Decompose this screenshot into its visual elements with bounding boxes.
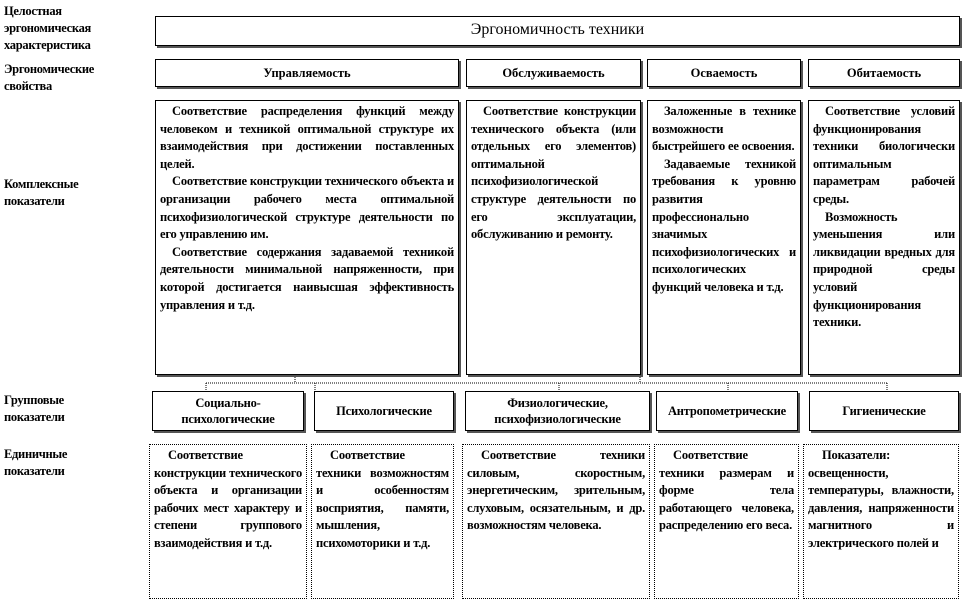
complex-controllability [155, 100, 459, 375]
complex-controllability-text [160, 103, 454, 314]
label-complex: Комплексные показатели [4, 177, 79, 208]
single-anthropometric [654, 444, 799, 599]
property-habitability: Обитаемость [808, 59, 960, 87]
complex-habitability-text [813, 103, 955, 332]
complex-paragraph: Соответствие распределения функций между человеком и техникой оптимальной структуре их взаимодействия при достижении поставленных целей. [160, 104, 454, 171]
property-serviceability: Обслуживаемость [466, 59, 641, 87]
complex-habitability [808, 100, 960, 375]
single-psychological-text: Соответствие техники возможностям и особенностям восприятия, памяти, мышления, психомоторики и т.д. [316, 448, 449, 550]
complex-paragraph: Соответствие конструкции технического объекта (или отдельных его элементов) оптимальной психофизиологической структуре деятельности по его эксплуатации, обслуживанию и ремонту. [471, 104, 636, 242]
single-physiological [462, 444, 650, 599]
label-integral: Целостная эргономическая характеристика [4, 4, 92, 52]
top-title-box: Эргономичность техники [155, 16, 960, 46]
single-socio-psychological-text: Соответствие конструкции технического объекта и организации рабочих мест характеру и степени группового взаимодействия и т.д. [154, 448, 302, 550]
complex-paragraph: Соответствие условий функционирования техники биологически оптимальным параметрам рабочей среды. [813, 104, 955, 206]
single-anthropometric-text: Соответствие техники размерам и форме тела работающего человека, распределению его веса. [659, 448, 794, 533]
group-psychological: Психологические [314, 391, 454, 431]
group-physiological: Физиологические, психофизиологические [465, 391, 650, 431]
complex-learnability-text [652, 103, 796, 297]
label-single: Единичные показатели [4, 447, 68, 478]
single-hygienic [803, 444, 959, 599]
complex-paragraph: Заложенные в технике возможности быстрейшего ее освоения. [652, 104, 796, 154]
property-learnability: Осваемость [647, 59, 801, 87]
property-controllability: Управляемость [155, 59, 459, 87]
label-group: Групповые показатели [4, 393, 65, 424]
group-hygienic: Гигиенические [809, 391, 959, 431]
single-hygienic-text: Показатели: освещенности, температуры, влажности, давления, напряженности магнитного и электрического полей и [808, 448, 954, 550]
group-anthropometric: Антропометрические [656, 391, 798, 431]
single-psychological [311, 444, 454, 599]
complex-paragraph: Соответствие содержания задаваемой техникой деятельности минимальной напряженности, при которой достигается наивысшая эффективность управления и т.д. [160, 244, 454, 312]
complex-paragraph: Соответствие конструкции технического объекта и организации рабочего места оптимальной психофизиологической структуре деятельности по его управлению им. [160, 174, 454, 242]
single-physiological-text: Соответствие техники силовым, скоростным, энергетическим, зрительным, слуховым, осязательным, и др. возможностям человека. [467, 448, 645, 533]
complex-paragraph: Возможность уменьшения или ликвидации вредных для природной среды условий функционирования техники. [813, 209, 955, 330]
complex-serviceability [466, 100, 641, 375]
complex-learnability [647, 100, 801, 375]
complex-paragraph: Задаваемые техникой требования к уровню развития профессионально значимых психофизиологических и психологических функций человека и т.д. [652, 156, 796, 294]
label-properties: Эргономические свойства [4, 62, 95, 93]
group-socio-psychological: Социально-психологические [152, 391, 304, 431]
complex-serviceability-text [471, 103, 636, 244]
single-socio-psychological [149, 444, 307, 599]
